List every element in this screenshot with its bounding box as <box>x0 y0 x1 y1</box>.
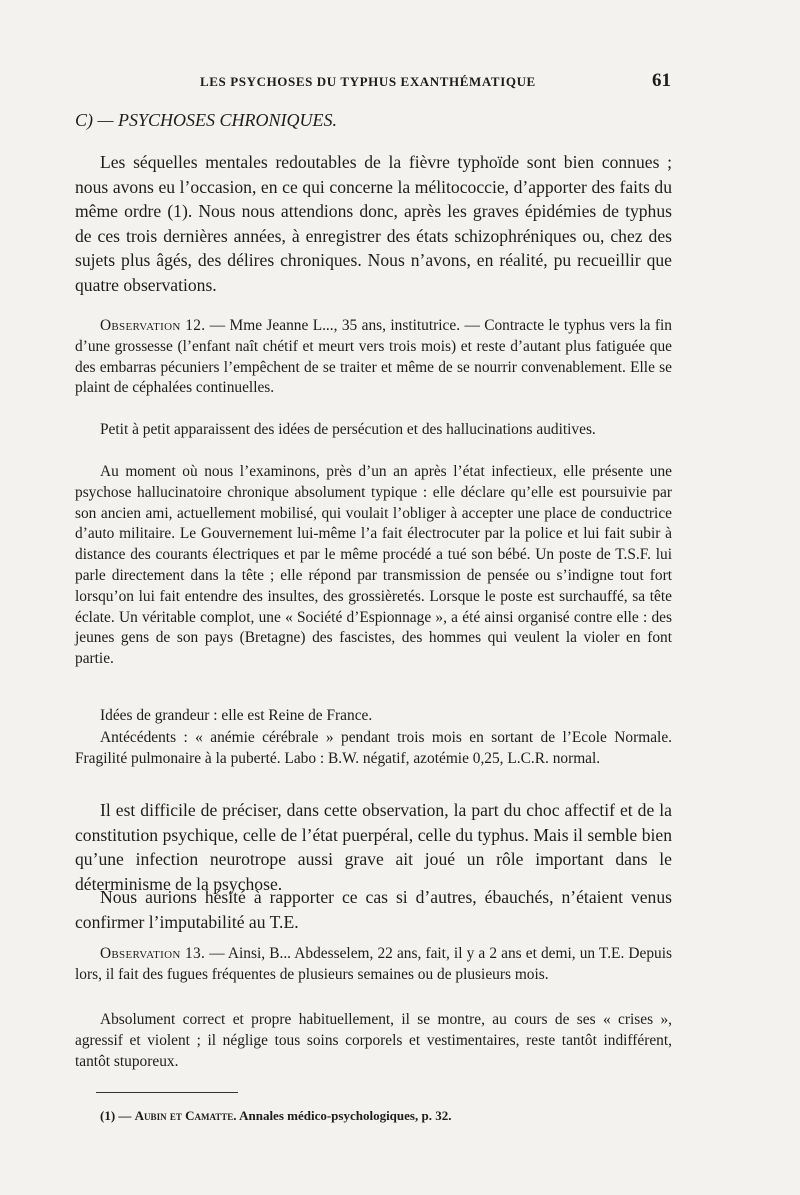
observation-12-grandeur: Idées de grandeur : elle est Reine de France. <box>100 707 373 724</box>
footnote-citation: Annales médico-psychologiques, p. 32. <box>239 1108 452 1123</box>
footnote-authors: Aubin et Camatte. <box>134 1108 237 1123</box>
observation-13-label: Observation 13. <box>100 945 206 962</box>
page-number: 61 <box>652 70 671 91</box>
footnote <box>100 1108 451 1124</box>
observation-13-paragraph <box>75 944 672 986</box>
observation-12-hallucinations: Petit à petit apparaissent des idées de persécution et des hallucinations auditives. <box>100 421 596 438</box>
observation-12-text: — Mme Jeanne L..., 35 ans, institutrice. — Contracte le typhus vers la fin d’une grossesse (l’enfant naît chétif et meurt vers trois mois) et reste d’autant plus fatiguée que des embarras pécuniers l’empêchent de se traiter et même de se nourrir convenablement. Elle se plaint de céphalées continuelles. <box>75 317 672 397</box>
observation-12-examination: Au moment où nous l’examinons, près d’un an après l’état infectieux, elle présente une psychose hallucinatoire chronique absolument typique : elle déclare qu’elle est poursuivie par son ancien ami, actuellement mobilisé, qui voulait l’obliger à accepter une place de conductrice d’auto militaire. Le Gouvernement lui-même l’a fait électrocuter par la police et lui fait subir à distance des courants électriques et par le même procédé a tué son bébé. Un poste de T.S.F. lui parle directement dans la tête ; elle répond par transmission de pensée ou s’indigne tout fort lorsqu’on lui fait entendre des insultes, des grossièretés. Lorsque le poste est surchauffé, sa tête éclate. Un véritable complot, une « Société d’Espionnage », a été ainsi organisé contre elle : des jeunes gens de son pays (Bretagne) des fascistes, des hommes qui veulent la violer en font partie. <box>75 463 672 668</box>
observation-12-history: Antécédents : « anémie cérébrale » pendant trois mois en sortant de l’Ecole Normale. Fragilité pulmonaire à la puberté. Labo : B.W. négatif, azotémie 0,25, L.C.R. normal. <box>75 729 672 767</box>
observation-12-paragraph <box>75 316 672 399</box>
observation-12-label: Observation 12. <box>100 317 206 334</box>
footnote-marker: (1) — <box>100 1108 132 1123</box>
observation-13-text: — Ainsi, B... Abdesselem, 22 ans, fait, il y a 2 ans et demi, un T.E. Depuis lors, il fait des fugues fréquentes de plusieurs semaines ou de plusieurs mois. <box>75 945 673 983</box>
observation-13-crises: Absolument correct et propre habituellement, il se montre, au cours de ses « crises », agressif et violent ; il néglige tous soins corporels et vestimentaires, reste tantôt indifférent, tantôt stuporeux. <box>75 1011 672 1070</box>
conclusion-paragraph: Nous aurions hésité à rapporter ce cas si d’autres, ébauchés, n’étaient venus confirmer l’imputabilité au T.E. <box>75 887 672 932</box>
intro-paragraph: Les séquelles mentales redoutables de la fièvre typhoïde sont bien connues ; nous avons eu l’occasion, en ce qui concerne la mélitococcie, d’apporter des faits du même ordre (1). Nous nous attendions donc, après les graves épidémies de typhus de ces trois dernières années, à enregistrer des états schizophréniques ou, chez des sujets plus âgés, des délires chroniques. Nous n’avons, en réalité, pu recueillir que quatre observations. <box>75 152 672 295</box>
discussion-paragraph: Il est difficile de préciser, dans cette observation, la part du choc affectif et de la constitution psychique, celle de l’état puerpéral, celle du typhus. Mais il semble bien qu’une infection neurotrope aussi grave ait joué un rôle important dans le déterminisme de la psychose. <box>75 800 672 894</box>
section-title: C) — PSYCHOSES CHRONIQUES. <box>75 110 338 130</box>
running-header: LES PSYCHOSES DU TYPHUS EXANTHÉMATIQUE <box>200 74 536 89</box>
footnote-divider <box>96 1092 238 1093</box>
